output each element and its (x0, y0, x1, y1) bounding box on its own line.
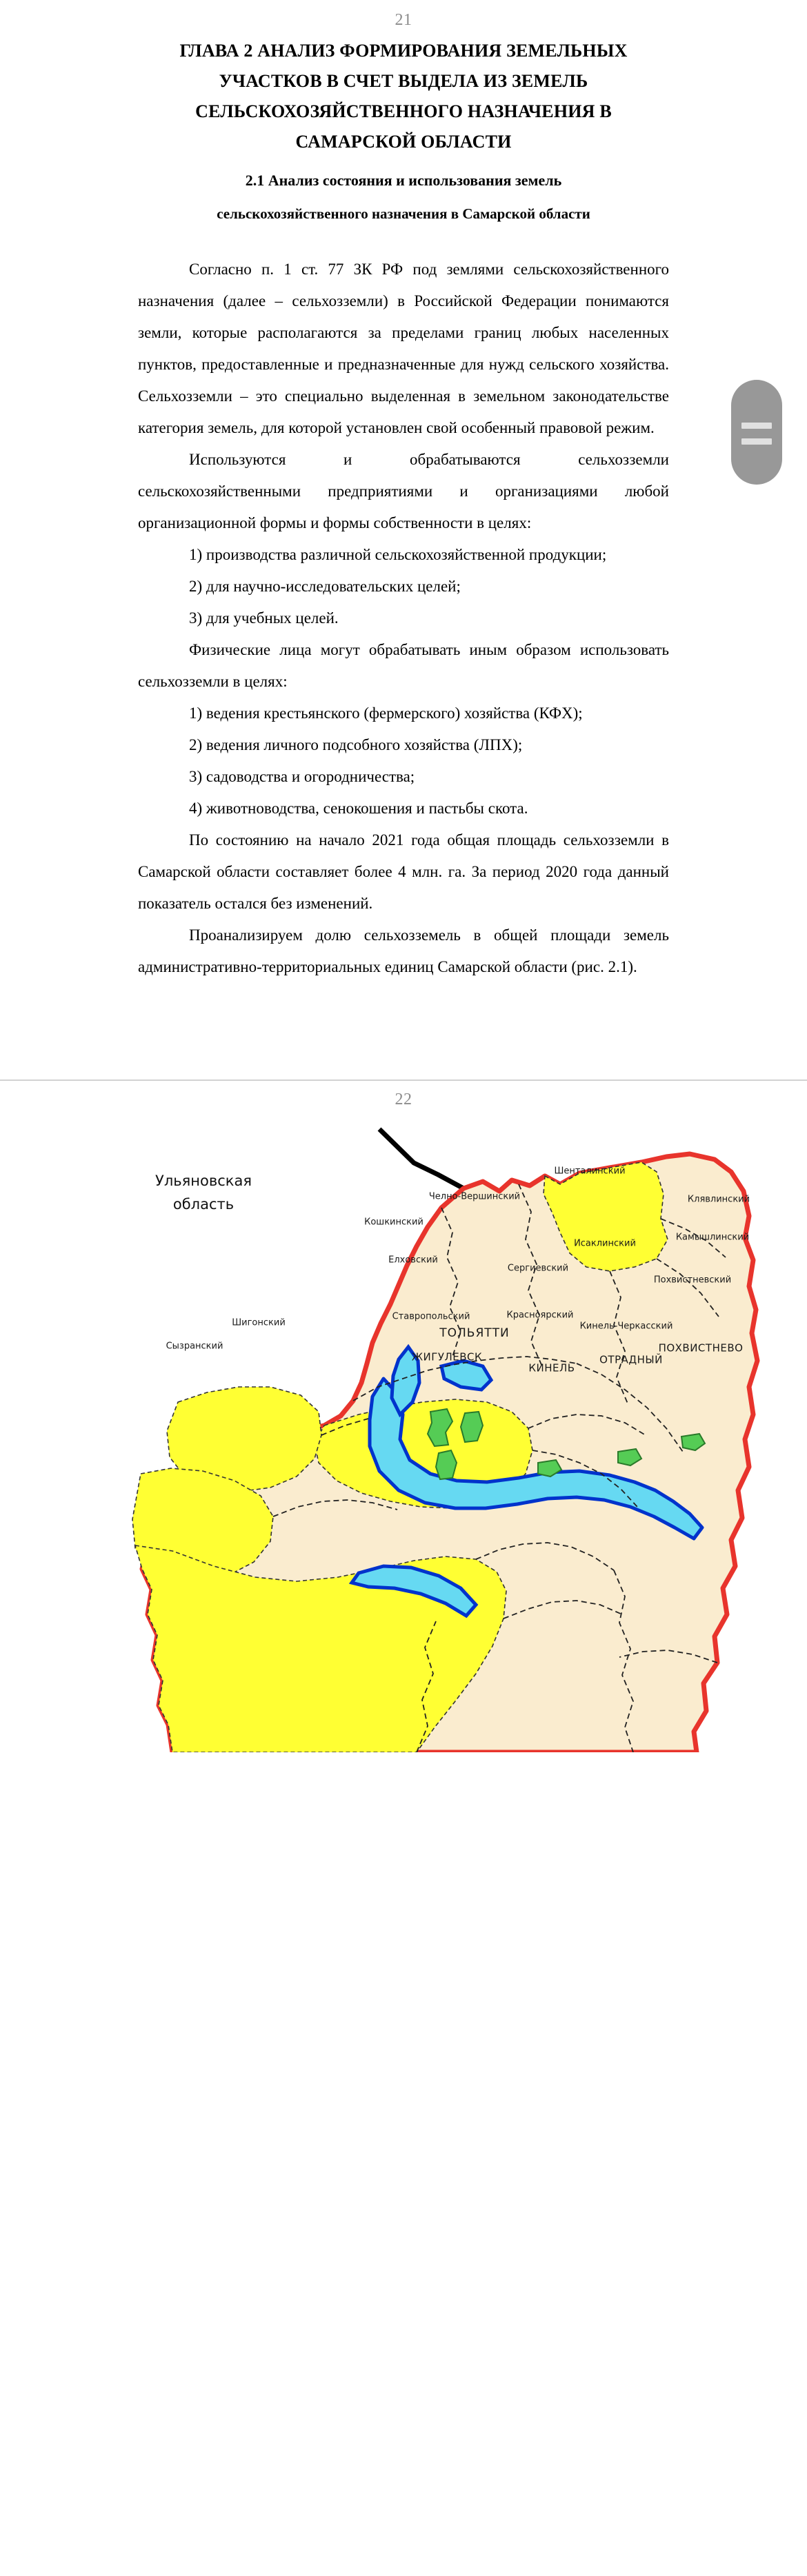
chapter-title (138, 36, 669, 157)
document-page-two (0, 1081, 807, 2576)
map-label-pokhvistnevsky: Похвистневский (653, 1275, 732, 1286)
list-one-item-3: 3) для учебных целей. (189, 609, 339, 627)
map-label-togliatti: ТОЛЬЯТТИ (439, 1326, 510, 1340)
section-title (138, 164, 669, 230)
paragraph-4: По состоянию на начало 2021 года общая площадь сельхозземли в Самарской области составляет более 4 млн. га. За период 2020 года данный показатель остался без изменений. (138, 831, 669, 912)
map-label-kinel: КИНЕЛЬ (528, 1361, 575, 1375)
map-label-elkhovsky: Елховский (388, 1255, 438, 1266)
map-city-zhigulevsk-shape (436, 1450, 457, 1479)
document-page-one (0, 0, 807, 1079)
list-two-item-2: 2) ведения личного подсобного хозяйства (ЛПХ); (189, 736, 523, 753)
map-label-chelno-vershinsky: Челно-Вершинский (428, 1191, 521, 1202)
list-one-item-1: 1) производства различной сельскохозяйственной продукции; (189, 546, 607, 563)
samara-region-map (0, 1091, 807, 1752)
drag-handle-bar-top (741, 423, 772, 429)
chapter-title-line-3: СЕЛЬСКОХОЗЯЙСТВЕННОГО НАЗНАЧЕНИЯ В САМАРСКОЙ (195, 101, 612, 152)
scroll-drag-handle[interactable] (731, 380, 782, 485)
page-one-content (138, 36, 669, 983)
map-label-pokhvistnevo: ПОХВИСТНЕВО (658, 1341, 744, 1355)
map-neighbor-boundary-line (379, 1129, 464, 1188)
list-two-item-1: 1) ведения крестьянского (фермерского) хозяйства (КФХ); (189, 704, 583, 722)
body-text (138, 254, 669, 983)
section-title-line-2: сельскохозяйственного назначения в Самарской области (217, 205, 590, 222)
list-two-item-4: 4) животноводства, сенокошения и пастьбы скота. (189, 800, 528, 817)
map-label-otradny: ОТРАДНЫЙ (599, 1353, 663, 1366)
map-label-klyavlinsky: Клявлинский (687, 1194, 750, 1205)
paragraph-2: Используются и обрабатываются сельхозземли сельскохозяйственными предприятиями и организациями любой организационной формы и формы собственности в целях: (138, 451, 669, 531)
paragraph-1: Согласно п. 1 ст. 77 ЗК РФ под землями сельскохозяйственного назначения (далее – сельхозземли) в Российской Федерации понимаются земли, которые располагаются за пределами границ любых населенных пунктов, предоставленные и предназначенные для нужд сельского хозяйства. Сельхозземли – это специально выделенная в земельном законодательстве категория земель, для которой установлен свой особенный правовой режим. (138, 261, 669, 436)
map-label-zhigulevsk: ЖИГУЛЕВСК (411, 1350, 483, 1363)
map-label-syzransky: Сызранский (166, 1341, 223, 1352)
map-label-shentalinsky: Шенталинский (554, 1166, 626, 1177)
drag-handle-bar-bottom (741, 438, 772, 445)
list-two-item-3: 3) садоводства и огородничества; (189, 768, 415, 785)
chapter-title-line-2: УЧАСТКОВ В СЧЕТ ВЫДЕЛА ИЗ ЗЕМЕЛЬ (219, 71, 588, 91)
map-label-kinel-cherkassky: Кинель-Черкасский (579, 1321, 673, 1332)
map-label-koshkinsky: Кошкинский (364, 1217, 424, 1228)
chapter-title-line-1: ГЛАВА 2 АНАЛИЗ ФОРМИРОВАНИЯ ЗЕМЕЛЬНЫХ (179, 41, 628, 61)
map-label-ulyanovsk-line-2: область (172, 1196, 235, 1213)
chapter-title-line-4: ОБЛАСТИ (421, 132, 512, 152)
map-label-ulyanovsk-line-1: Ульяновская (155, 1173, 252, 1189)
paragraph-3: Физические лица могут обрабатывать иным образом использовать сельхозземли в целях: (138, 641, 669, 690)
map-label-isaklinsky: Исаклинский (574, 1238, 636, 1249)
map-label-krasnoyarsky: Красноярский (506, 1310, 574, 1321)
paragraph-5: Проанализируем долю сельхозземель в общей площади земель административно-территориальных единиц Самарской области (рис. 2.1). (138, 926, 669, 975)
map-svg (0, 1091, 807, 1752)
list-one-item-2: 2) для научно-исследовательских целей; (189, 578, 461, 595)
map-label-kamyshlinsky: Камышлинский (675, 1232, 750, 1243)
page-number-22: 22 (395, 1091, 412, 1108)
map-label-shigonsky: Шигонский (232, 1317, 286, 1328)
section-title-line-1: 2.1 Анализ состояния и использования земель (245, 172, 562, 189)
page-number-21: 21 (395, 11, 412, 29)
map-label-stavropolsky: Ставропольский (392, 1311, 470, 1322)
map-label-sergievsky: Сергиевский (507, 1263, 569, 1274)
